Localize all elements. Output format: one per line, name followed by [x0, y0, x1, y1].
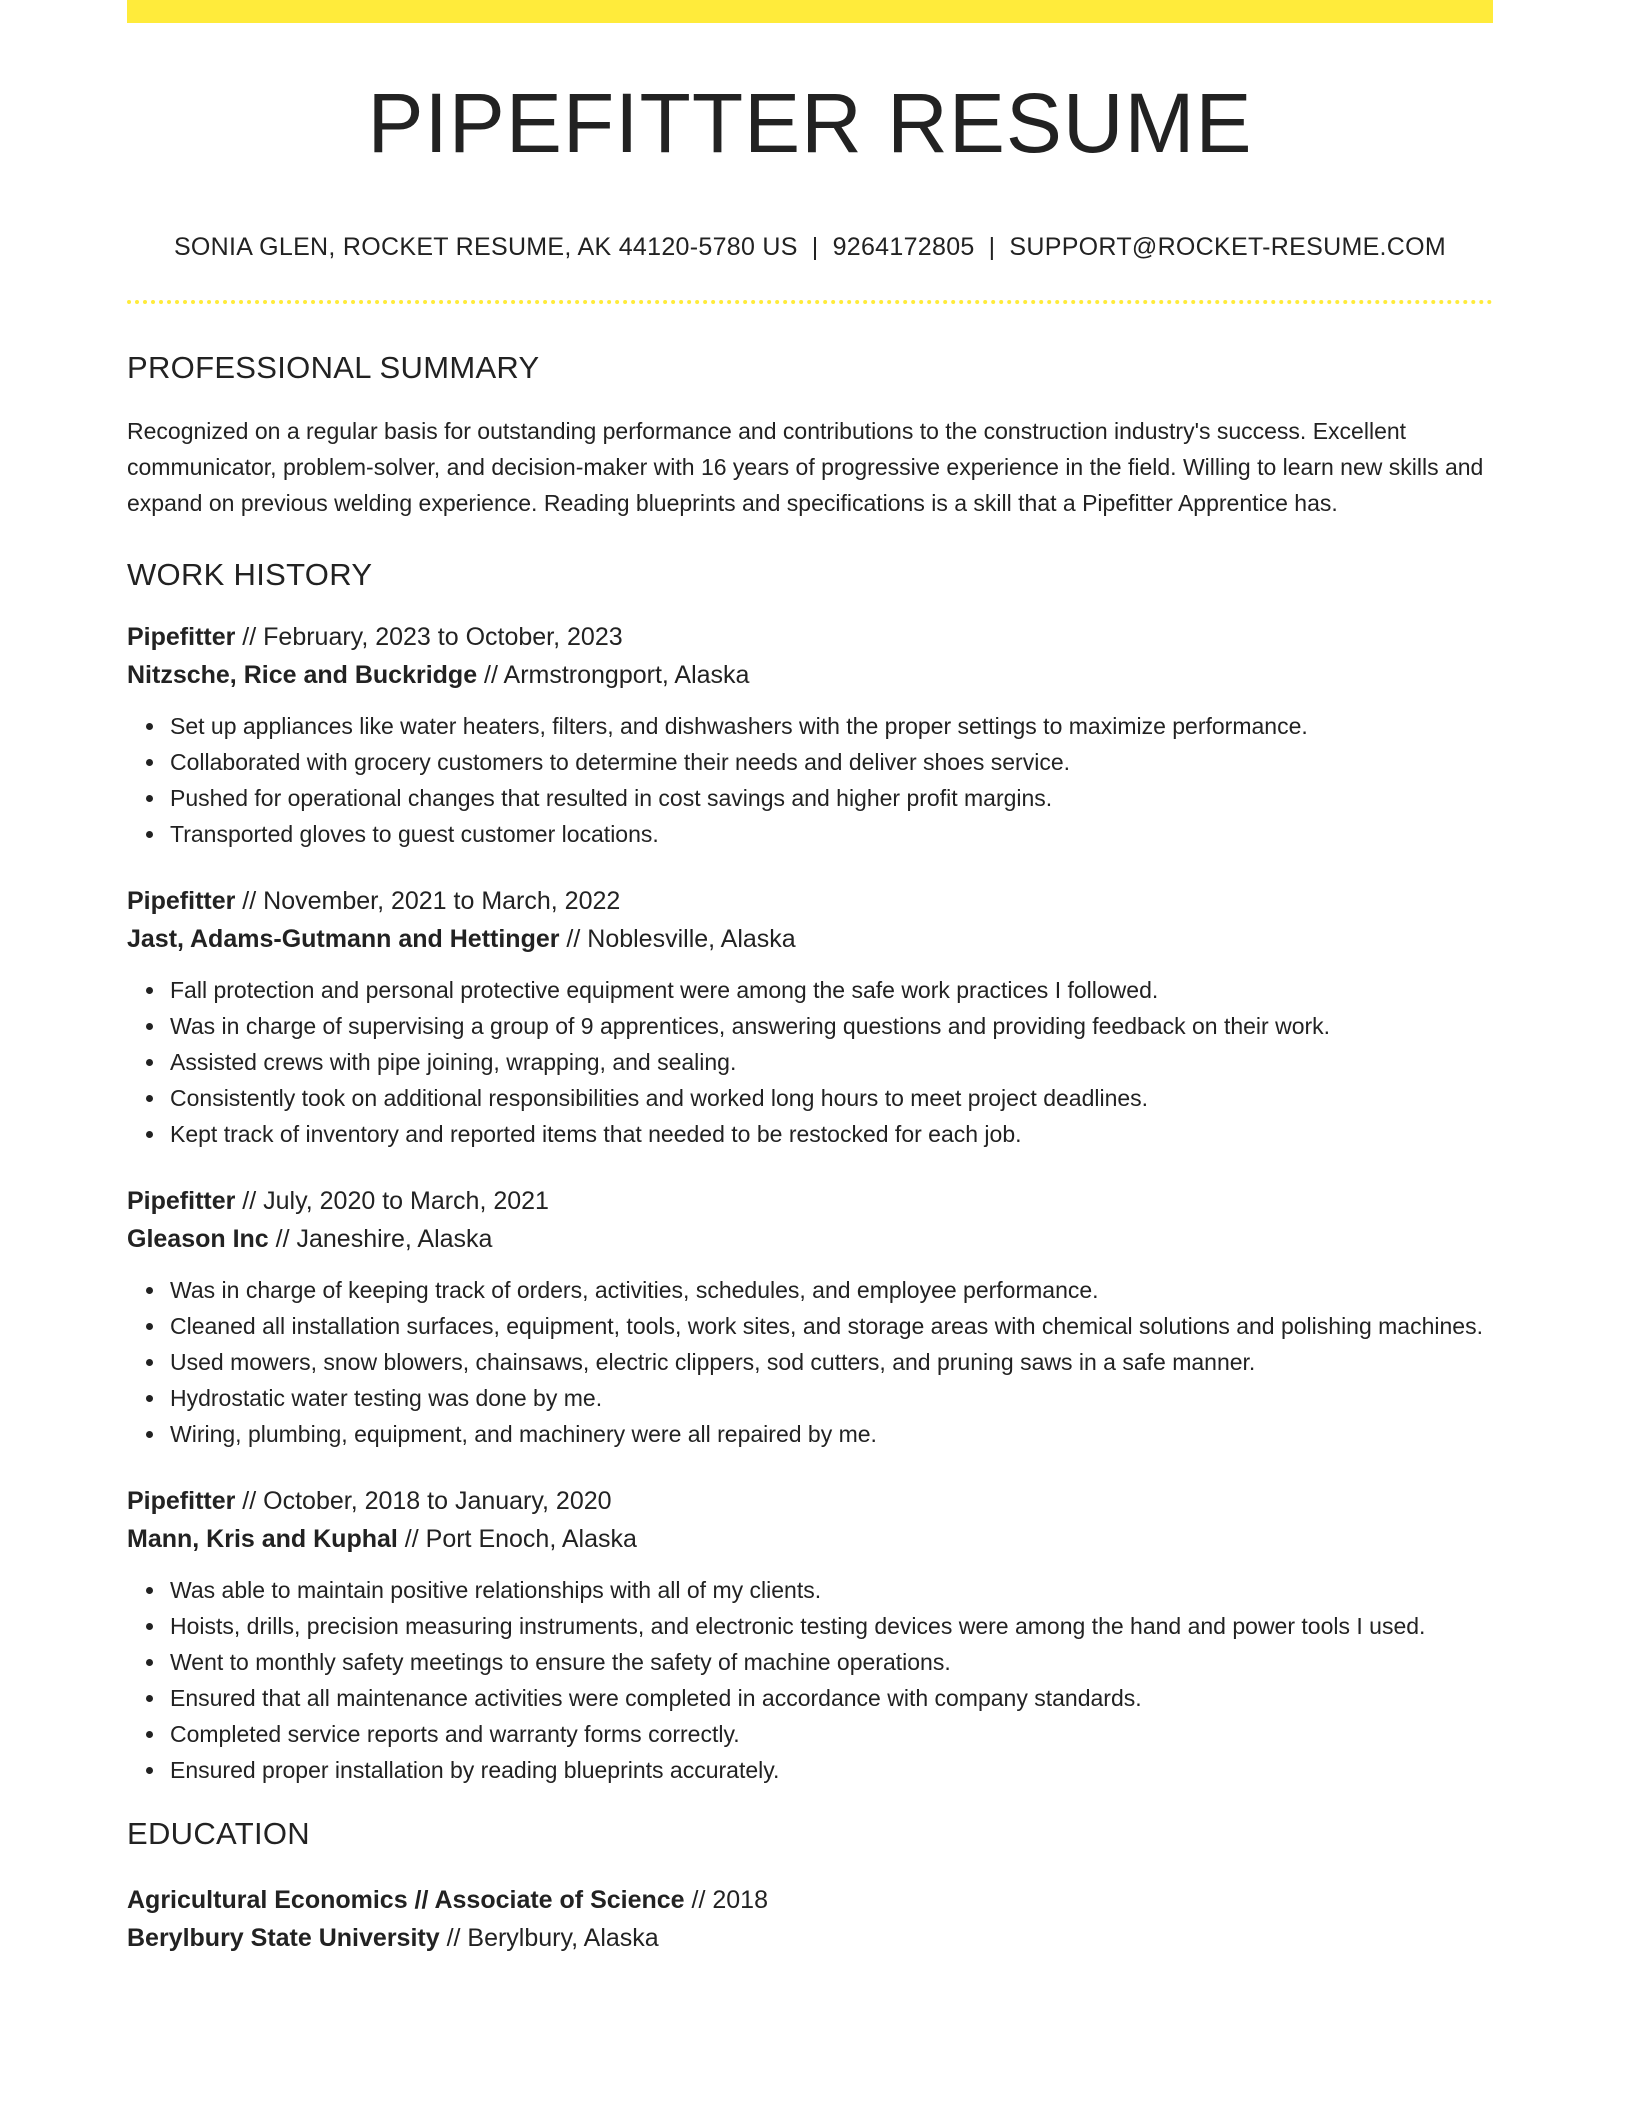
bullet-item: Was in charge of keeping track of orders, activities, schedules, and employee performance.: [170, 1272, 1493, 1308]
bullet-item: Consistently took on additional responsibilities and worked long hours to meet project deadlines.: [170, 1080, 1493, 1116]
education-degree-line: [127, 1881, 1493, 1919]
contact-address: SONIA GLEN, ROCKET RESUME, AK 44120-5780 US: [173, 233, 798, 261]
job-title: Pipefitter: [127, 1187, 236, 1215]
education-location: // Berylbury, Alaska: [439, 1924, 659, 1952]
work-history-heading: WORK HISTORY: [127, 557, 373, 592]
bullet-item: Ensured proper installation by reading blueprints accurately.: [170, 1752, 1493, 1788]
job-company-line: [127, 1520, 1493, 1558]
job-location: // Janeshire, Alaska: [268, 1225, 493, 1253]
education-year: // 2018: [684, 1886, 768, 1914]
job-bullets: [127, 708, 1493, 852]
job-title: Pipefitter: [127, 1487, 236, 1515]
job-entry: [127, 618, 1493, 852]
bullet-item: Assisted crews with pipe joining, wrapping, and sealing.: [170, 1044, 1493, 1080]
job-location: // Noblesville, Alaska: [559, 925, 796, 953]
job-entry: [127, 882, 1493, 1152]
job-dates: // November, 2021 to March, 2022: [235, 887, 621, 915]
contact-email: SUPPORT@ROCKET-RESUME.COM: [1009, 233, 1447, 261]
contact-separator: |: [811, 233, 819, 261]
job-company-line: [127, 656, 1493, 694]
job-location: // Port Enoch, Alaska: [397, 1525, 637, 1553]
summary-text: Recognized on a regular basis for outstanding performance and contributions to the construction industry's success. Excellent communicator, problem-solver, and decision-maker with 16 years of progressive experience in the field. Willing to learn new skills and expand on previous welding experience. Reading blueprints and specifications is a skill that a Pipefitter Apprentice has.: [127, 418, 1484, 516]
job-company: Mann, Kris and Kuphal: [127, 1525, 398, 1553]
job-dates: // February, 2023 to October, 2023: [235, 623, 623, 651]
bullet-item: Completed service reports and warranty forms correctly.: [170, 1716, 1493, 1752]
job-company: Nitzsche, Rice and Buckridge: [127, 661, 478, 689]
education-school: Berylbury State University: [127, 1924, 440, 1952]
job-entry: [127, 1182, 1493, 1452]
job-location: // Armstrongport, Alaska: [477, 661, 750, 689]
resume-page: [127, 0, 1493, 1957]
bullet-item: Ensured that all maintenance activities were completed in accordance with company standards.: [170, 1680, 1493, 1716]
bullet-item: Was able to maintain positive relationships with all of my clients.: [170, 1572, 1493, 1608]
bullet-item: Set up appliances like water heaters, filters, and dishwashers with the proper settings to maximize performance.: [170, 708, 1493, 744]
job-title: Pipefitter: [127, 887, 236, 915]
summary-heading: PROFESSIONAL SUMMARY: [127, 350, 540, 385]
job-company: Jast, Adams-Gutmann and Hettinger: [127, 925, 560, 953]
education-heading: EDUCATION: [127, 1816, 310, 1851]
bullet-item: Transported gloves to guest customer locations.: [170, 816, 1493, 852]
job-bullets: [127, 972, 1493, 1152]
dotted-divider: [127, 300, 1493, 304]
bullet-item: Fall protection and personal protective equipment were among the safe work practices I followed.: [170, 972, 1493, 1008]
job-title-line: [127, 882, 1493, 920]
job-company-line: [127, 1220, 1493, 1258]
contact-line: [127, 235, 1493, 260]
bullet-item: Used mowers, snow blowers, chainsaws, electric clippers, sod cutters, and pruning saws in a safe manner.: [170, 1344, 1493, 1380]
job-bullets: [127, 1272, 1493, 1452]
accent-top-bar: [127, 0, 1493, 23]
job-dates: // October, 2018 to January, 2020: [235, 1487, 612, 1515]
job-company-line: [127, 920, 1493, 958]
bullet-item: Collaborated with grocery customers to determine their needs and deliver shoes service.: [170, 744, 1493, 780]
job-company: Gleason Inc: [127, 1225, 269, 1253]
contact-phone: 9264172805: [832, 233, 975, 261]
bullet-item: Hydrostatic water testing was done by me.: [170, 1380, 1493, 1416]
bullet-item: Pushed for operational changes that resulted in cost savings and higher profit margins.: [170, 780, 1493, 816]
bullet-item: Cleaned all installation surfaces, equipment, tools, work sites, and storage areas with chemical solutions and polishing machines.: [170, 1308, 1493, 1344]
bullet-item: Was in charge of supervising a group of 9 apprentices, answering questions and providing feedback on their work.: [170, 1008, 1493, 1044]
job-title-line: [127, 618, 1493, 656]
bullet-item: Kept track of inventory and reported items that needed to be restocked for each job.: [170, 1116, 1493, 1152]
resume-title: PIPEFITTER RESUME: [367, 76, 1253, 170]
bullet-item: Wiring, plumbing, equipment, and machinery were all repaired by me.: [170, 1416, 1493, 1452]
job-dates: // July, 2020 to March, 2021: [235, 1187, 549, 1215]
education-school-line: [127, 1919, 1493, 1957]
contact-separator: |: [988, 233, 996, 261]
job-title-line: [127, 1182, 1493, 1220]
job-entry: [127, 1482, 1493, 1788]
job-title-line: [127, 1482, 1493, 1520]
job-bullets: [127, 1572, 1493, 1788]
education-degree: Agricultural Economics // Associate of Science: [127, 1886, 685, 1914]
job-title: Pipefitter: [127, 623, 236, 651]
bullet-item: Went to monthly safety meetings to ensure the safety of machine operations.: [170, 1644, 1493, 1680]
work-history-list: [127, 618, 1493, 1788]
bullet-item: Hoists, drills, precision measuring instruments, and electronic testing devices were among the hand and power tools I used.: [170, 1608, 1493, 1644]
